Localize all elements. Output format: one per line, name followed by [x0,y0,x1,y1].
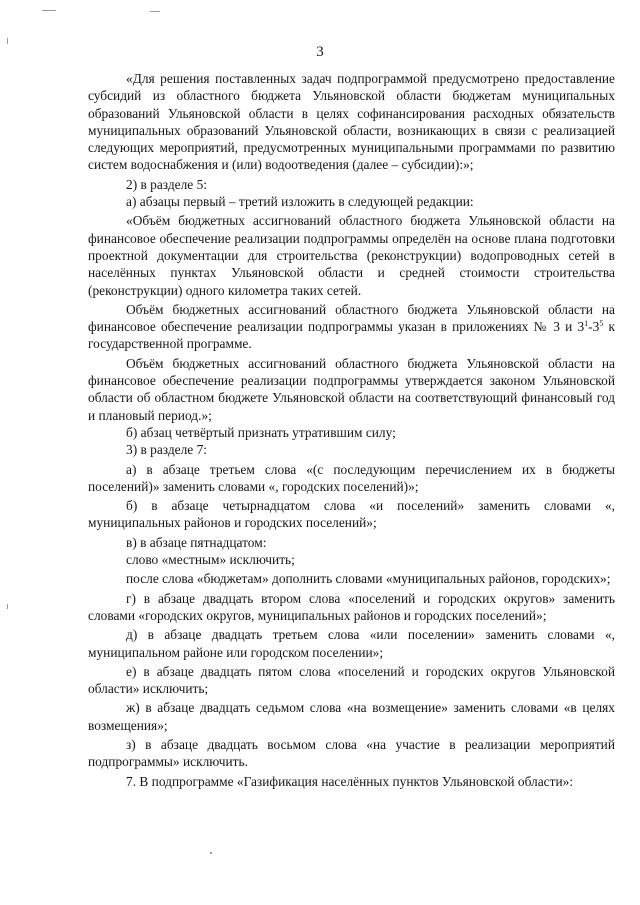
paragraph: б) абзац четвёртый признать утратившим силу; [126,424,396,440]
paragraph: а) в абзаце третьем слова «(с последующим перечислением их в бюджеты поселений)» заменить словами «, городских поселений)»; [88,461,615,494]
paragraph: «Для решения поставленных задач подпрограммой предусмотрено предоставление субсидий из областного бюджета Ульяновской области бюджетам муниципальных образований Ульяновской области в целях софинансирования расходных обязательств муниципальных образований Ульяновской области, возникающих в связи с реализацией следующих мероприятий, предусмотренных муниципальными программами по развитию систем водоснабжения и (или) водоотведения (далее – субсидии):»; [88,71,615,173]
range-dash: -3 [588,319,600,335]
paragraph: 2) в разделе 5: [126,176,208,192]
paragraph: е) в абзаце двадцать пятом слова «поселений и городских округов Ульяновской области» исключить; [88,663,615,697]
superscript: 5 [599,319,604,329]
paragraph-appendix-ref [88,301,615,353]
page-number: 3 [316,44,324,60]
paragraph: после слова «бюджетам» дополнить словами «муниципальных районов, городских»; [126,571,611,587]
paragraph: з) в абзаце двадцать восьмом слова «на участие в реализации мероприятий подпрограммы» исключить. [88,736,615,770]
paragraph: д) в абзаце двадцать третьем слова «или поселении» заменить словами «, муниципальном районе или городском поселении»; [88,627,615,660]
paragraph: 7. В подпрограмме «Газификация населённых пунктов Ульяновской области»: [126,773,574,789]
document-body [88,70,615,790]
paragraph: г) в абзаце двадцать втором слова «поселений и городских округов» заменить словами «городских округов, муниципальных районов и городских поселений»; [88,590,615,623]
paragraph-tail: к государственной программе. [88,319,615,352]
paragraph-text: Объём бюджетных ассигнований областного бюджета Ульяновской области на финансовое обеспечение реализации подпрограммы указан в приложениях № 3 и 3 [88,301,615,335]
scan-mark-top-left [42,10,56,11]
paragraph: в) в абзаце пятнадцатом: [126,534,267,550]
paragraph: «Объём бюджетных ассигнований областного бюджета Ульяновской области на финансовое обеспечение реализации подпрограммы определён на основе плана подготовки проектной документации для строительства (реконструкции) водопроводных сетей в населённых пунктах Ульяновской области и средней стоимости строительства (реконструкции) одного километра таких сетей. [88,213,615,298]
paragraph: Объём бюджетных ассигнований областного бюджета Ульяновской области на финансовое обеспечение реализации подпрограммы утверждается законом Ульяновской области об областном бюджете Ульяновской области на соответствующий финансовый год и плановый период.»; [88,355,615,423]
paragraph: 3) в разделе 7: [126,442,208,458]
paragraph: слово «местным» исключить; [126,552,295,568]
paragraph: а) абзацы первый – третий изложить в следующей редакции: [126,194,474,210]
scan-mark-left-edge-2 [7,604,8,609]
superscript: 1 [584,319,589,329]
scan-mark-bottom-dot [210,852,212,854]
paragraph: ж) в абзаце двадцать седьмом слова «на возмещение» заменить словами «в целях возмещения»; [88,700,615,733]
paragraph: б) в абзаце четырнадцатом слова «и поселений» заменить словами «, муниципальных районов и городских поселений»; [88,498,615,531]
scan-mark-top-center [150,11,160,12]
